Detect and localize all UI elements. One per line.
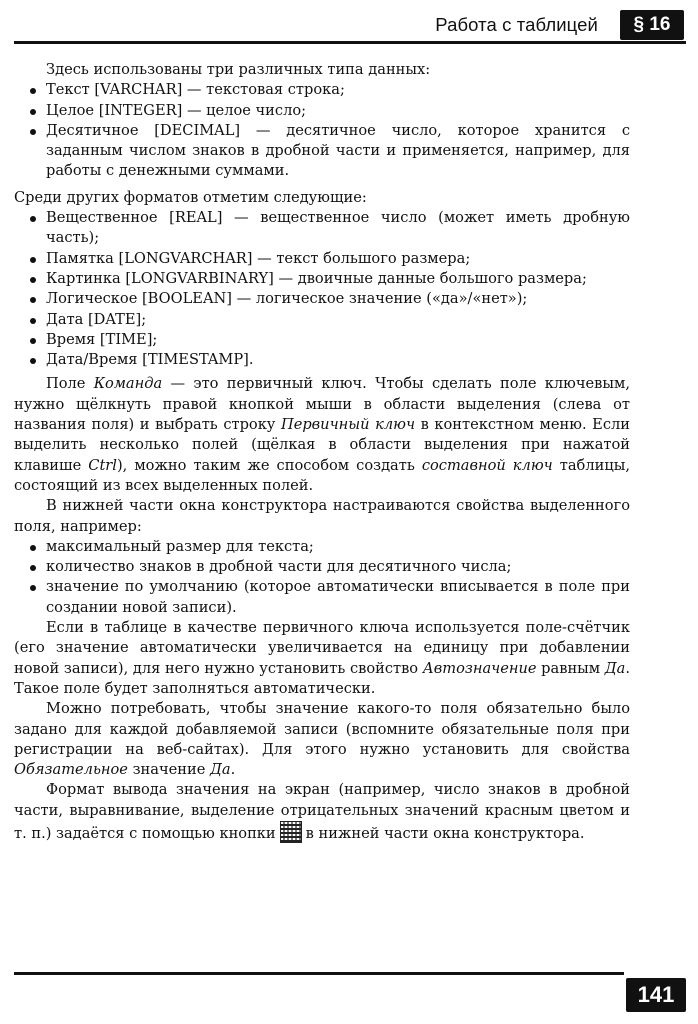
list-item: Вещественное [REAL] — вещественное число (может иметь дробную часть);	[14, 208, 630, 249]
text-run: Формат вывода значения на экран (например, число знаков в дробной части, выравнивание, выделение отрицательных значений красным цветом и т. п.) задаётся с помощью кнопки	[14, 781, 630, 842]
counter-paragraph	[14, 618, 630, 699]
types-list	[14, 80, 630, 181]
header-rule	[14, 41, 686, 44]
italic-term: Да	[604, 659, 626, 677]
list-item: Логическое [BOOLEAN] — логическое значение («да»/«нет»);	[14, 289, 630, 309]
list-item: Десятичное [DECIMAL] — десятичное число, которое хранится с заданным числом знаков в дробной части и применяется, например, для работы с денежными суммами.	[14, 121, 630, 182]
italic-term: Первичный ключ	[280, 416, 416, 434]
text-run: . Такое поле будет заполняться автоматически.	[14, 659, 630, 697]
running-title: Работа с таблицей	[435, 14, 598, 35]
text-run: таблицы, состоящий из всех выделенных полей.	[14, 456, 630, 494]
required-paragraph	[14, 699, 630, 780]
italic-term: составной ключ	[421, 456, 553, 474]
text-run: в нижней части окна конструктора.	[305, 824, 585, 842]
properties-intro: В нижней части окна конструктора настраиваются свойства выделенного поля, например:	[14, 497, 630, 535]
text-run: .	[230, 761, 236, 779]
italic-term: Ctrl	[88, 456, 117, 474]
properties-list	[14, 537, 630, 618]
list-item: Целое [INTEGER] — целое число;	[14, 101, 630, 121]
formats-list	[14, 208, 630, 370]
italic-term: Автозначение	[422, 659, 537, 677]
list-item: Дата [DATE];	[14, 310, 630, 330]
italic-term: Да	[210, 761, 231, 779]
text-run: в контекстном меню. Если выделить несколько полей (щёлкая в области выделения при нажатой клавише	[14, 416, 630, 474]
text-run: равным	[536, 659, 605, 677]
italic-term: Обязательное	[14, 761, 128, 779]
list-item: Текст [VARCHAR] — текстовая строка;	[14, 80, 630, 100]
list-item: Время [TIME];	[14, 330, 630, 350]
text-run: Можно потребовать, чтобы значение какого-то поля обязательно было задано для каждой добавляемой записи (вспомните обязательные поля при регистрации на веб-сайтах). Для этого нужно установить для свойства	[14, 700, 630, 758]
primary-key-paragraph	[14, 374, 630, 496]
list-item: Картинка [LONGVARBINARY] — двоичные данные большого размера;	[14, 269, 630, 289]
list-item: Дата/Время [TIMESTAMP].	[14, 350, 630, 370]
list-item: максимальный размер для текста;	[14, 537, 630, 557]
text-run: Если в таблице в качестве первичного ключа используется поле-счётчик (его значение автоматически увеличивается на единицу при добавлении новой записи), для него нужно установить свойство	[14, 619, 630, 677]
format-paragraph	[14, 780, 630, 844]
list-item: значение по умолчанию (которое автоматически вписывается в поле при создании новой записи).	[14, 577, 630, 618]
text-run: ), можно таким же способом создать	[116, 456, 422, 474]
page-body	[14, 60, 630, 844]
format-button-icon	[280, 821, 302, 843]
page-header	[14, 8, 686, 44]
text-run: — это первичный ключ. Чтобы сделать поле ключевым, нужно щёлкнуть правой кнопкой мыши в области выделения (слева от названия поля) и выбрать строку	[14, 375, 630, 434]
formats-intro: Среди других форматов отметим следующие:	[14, 188, 367, 206]
footer-rule	[14, 972, 624, 975]
text-run: значение	[127, 761, 210, 779]
list-item: количество знаков в дробной части для десятичного числа;	[14, 557, 630, 577]
italic-term: Команда	[93, 375, 163, 393]
text-run: Поле	[46, 375, 94, 393]
list-item: Памятка [LONGVARCHAR] — текст большого размера;	[14, 249, 630, 269]
section-badge: § 16	[620, 10, 684, 40]
types-intro: Здесь использованы три различных типа данных:	[46, 61, 431, 78]
page-number: 141	[626, 978, 686, 1012]
